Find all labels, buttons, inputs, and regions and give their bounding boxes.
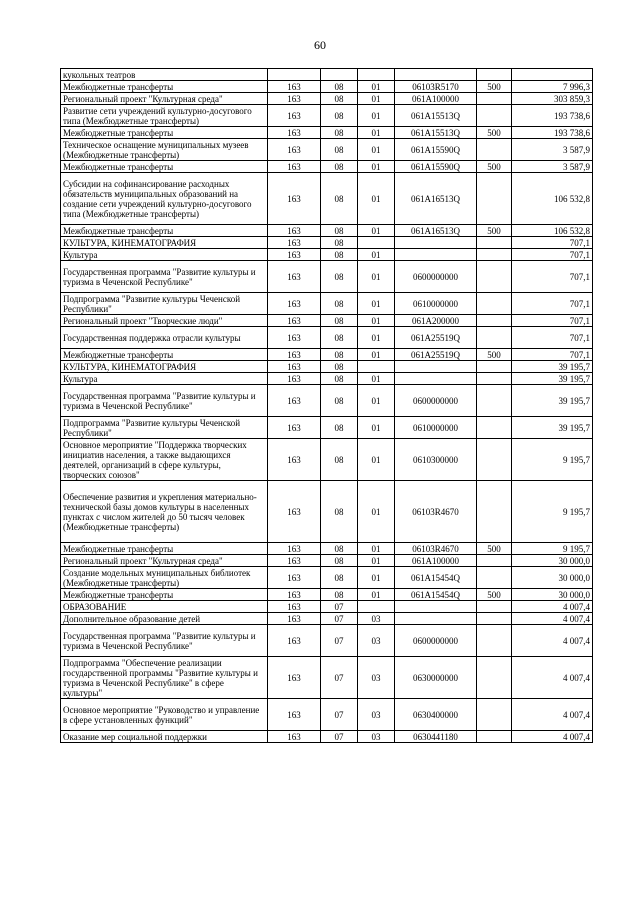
table-row [61, 731, 593, 743]
row-name: Межбюджетные трансферты [61, 225, 268, 237]
subsection-code: 01 [358, 249, 395, 261]
subsection-code: 01 [358, 555, 395, 567]
ministry-code: 163 [268, 373, 321, 385]
ministry-code: 163 [268, 439, 321, 481]
section-code: 08 [321, 439, 358, 481]
target-article-code: 0600000000 [395, 261, 477, 293]
target-article-code: 06103R4670 [395, 543, 477, 555]
amount: 39 195,7 [512, 373, 593, 385]
subsection-code: 01 [358, 105, 395, 127]
row-name: Дополнительное образование детей [61, 613, 268, 625]
amount: 303 859,3 [512, 93, 593, 105]
section-code: 08 [321, 481, 358, 543]
expense-type-code [477, 361, 512, 373]
section-code: 07 [321, 657, 358, 699]
ministry-code: 163 [268, 93, 321, 105]
budget-table-body [61, 69, 593, 743]
section-code: 08 [321, 127, 358, 139]
table-row [61, 417, 593, 439]
target-article-code: 061A16513Q [395, 225, 477, 237]
subsection-code: 01 [358, 315, 395, 327]
target-article-code [395, 373, 477, 385]
ministry-code: 163 [268, 361, 321, 373]
subsection-code [358, 361, 395, 373]
target-article-code [395, 613, 477, 625]
table-row [61, 249, 593, 261]
expense-type-code: 500 [477, 543, 512, 555]
ministry-code: 163 [268, 249, 321, 261]
amount: 707,1 [512, 315, 593, 327]
table-row [61, 385, 593, 417]
target-article-code: 0610000000 [395, 417, 477, 439]
section-code: 08 [321, 315, 358, 327]
section-code: 08 [321, 361, 358, 373]
table-row [61, 349, 593, 361]
table-row [61, 373, 593, 385]
section-code: 08 [321, 93, 358, 105]
row-name: Субсидии на софинансирование расходных обязательств муниципальных образований на создание сети учреждений культурно-досугового типа (Межбюджетные трансферты) [61, 173, 268, 225]
ministry-code: 163 [268, 139, 321, 161]
expense-type-code [477, 327, 512, 349]
amount: 9 195,7 [512, 439, 593, 481]
target-article-code: 061A200000 [395, 315, 477, 327]
subsection-code: 01 [358, 589, 395, 601]
table-row [61, 555, 593, 567]
row-name: Межбюджетные трансферты [61, 543, 268, 555]
section-code: 08 [321, 173, 358, 225]
target-article-code: 0630441180 [395, 731, 477, 743]
expense-type-code [477, 613, 512, 625]
ministry-code [268, 69, 321, 81]
expense-type-code: 500 [477, 127, 512, 139]
target-article-code: 0630000000 [395, 657, 477, 699]
row-name: Государственная программа "Развитие культуры и туризма в Чеченской Республике" [61, 261, 268, 293]
expense-type-code [477, 555, 512, 567]
row-name: Культура [61, 249, 268, 261]
amount: 4 007,4 [512, 613, 593, 625]
section-code: 08 [321, 161, 358, 173]
subsection-code: 01 [358, 139, 395, 161]
target-article-code: 061A15513Q [395, 127, 477, 139]
amount: 106 532,8 [512, 173, 593, 225]
ministry-code: 163 [268, 315, 321, 327]
target-article-code [395, 69, 477, 81]
table-row [61, 139, 593, 161]
section-code [321, 69, 358, 81]
row-name: Основное мероприятие "Руководство и управление в сфере установленных функций" [61, 699, 268, 731]
row-name: Техническое оснащение муниципальных музеев (Межбюджетные трансферты) [61, 139, 268, 161]
table-row [61, 173, 593, 225]
ministry-code: 163 [268, 161, 321, 173]
section-code: 08 [321, 293, 358, 315]
row-name: Государственная поддержка отрасли культуры [61, 327, 268, 349]
amount: 4 007,4 [512, 625, 593, 657]
table-row [61, 601, 593, 613]
table-row [61, 93, 593, 105]
subsection-code [358, 237, 395, 249]
section-code: 08 [321, 237, 358, 249]
target-article-code: 061A15590Q [395, 161, 477, 173]
section-code: 07 [321, 601, 358, 613]
target-article-code: 0600000000 [395, 625, 477, 657]
section-code: 08 [321, 567, 358, 589]
section-code: 08 [321, 555, 358, 567]
amount: 4 007,4 [512, 601, 593, 613]
expense-type-code [477, 139, 512, 161]
section-code: 08 [321, 225, 358, 237]
table-row [61, 481, 593, 543]
ministry-code: 163 [268, 625, 321, 657]
amount: 707,1 [512, 293, 593, 315]
table-row [61, 543, 593, 555]
section-code: 08 [321, 249, 358, 261]
ministry-code: 163 [268, 657, 321, 699]
expense-type-code [477, 567, 512, 589]
amount: 193 738,6 [512, 127, 593, 139]
expense-type-code: 500 [477, 161, 512, 173]
ministry-code: 163 [268, 173, 321, 225]
section-code: 07 [321, 731, 358, 743]
section-code: 08 [321, 261, 358, 293]
subsection-code: 03 [358, 625, 395, 657]
table-row [61, 699, 593, 731]
ministry-code: 163 [268, 349, 321, 361]
amount: 4 007,4 [512, 699, 593, 731]
row-name: Создание модельных муниципальных библиотек (Межбюджетные трансферты) [61, 567, 268, 589]
row-name: Государственная программа "Развитие культуры и туризма в Чеченской Республике" [61, 385, 268, 417]
expense-type-code [477, 315, 512, 327]
amount: 9 195,7 [512, 481, 593, 543]
ministry-code: 163 [268, 613, 321, 625]
section-code: 07 [321, 625, 358, 657]
expense-type-code [477, 237, 512, 249]
expense-type-code [477, 105, 512, 127]
row-name: Обеспечение развития и укрепления материально-технической базы домов культуры в населенных пунктах с числом жителей до 50 тысяч человек (Межбюджетные трансферты) [61, 481, 268, 543]
expense-type-code [477, 657, 512, 699]
subsection-code [358, 69, 395, 81]
amount: 7 996,3 [512, 81, 593, 93]
ministry-code: 163 [268, 699, 321, 731]
table-row [61, 105, 593, 127]
table-row [61, 657, 593, 699]
ministry-code: 163 [268, 327, 321, 349]
expense-type-code [477, 417, 512, 439]
ministry-code: 163 [268, 555, 321, 567]
ministry-code: 163 [268, 261, 321, 293]
table-row [61, 589, 593, 601]
subsection-code: 01 [358, 417, 395, 439]
row-name: Развитие сети учреждений культурно-досугового типа (Межбюджетные трансферты) [61, 105, 268, 127]
expense-type-code: 500 [477, 589, 512, 601]
ministry-code: 163 [268, 481, 321, 543]
expense-type-code: 500 [477, 225, 512, 237]
subsection-code: 01 [358, 173, 395, 225]
expense-type-code [477, 625, 512, 657]
table-row [61, 161, 593, 173]
target-article-code: 061A25519Q [395, 349, 477, 361]
row-name: Межбюджетные трансферты [61, 589, 268, 601]
ministry-code: 163 [268, 589, 321, 601]
section-code: 08 [321, 327, 358, 349]
ministry-code: 163 [268, 225, 321, 237]
subsection-code: 03 [358, 731, 395, 743]
ministry-code: 163 [268, 417, 321, 439]
ministry-code: 163 [268, 237, 321, 249]
expense-type-code [477, 173, 512, 225]
target-article-code: 061A100000 [395, 93, 477, 105]
row-name: Межбюджетные трансферты [61, 81, 268, 93]
section-code: 08 [321, 543, 358, 555]
expense-type-code [477, 69, 512, 81]
row-name: Государственная программа "Развитие культуры и туризма в Чеченской Республике" [61, 625, 268, 657]
subsection-code: 03 [358, 613, 395, 625]
table-row [61, 225, 593, 237]
expense-type-code: 500 [477, 349, 512, 361]
row-name: Оказание мер социальной поддержки [61, 731, 268, 743]
ministry-code: 163 [268, 81, 321, 93]
table-row [61, 315, 593, 327]
row-name: КУЛЬТУРА, КИНЕМАТОГРАФИЯ [61, 361, 268, 373]
row-name: Региональный проект "Культурная среда" [61, 555, 268, 567]
section-code: 08 [321, 373, 358, 385]
target-article-code: 0610300000 [395, 439, 477, 481]
amount: 193 738,6 [512, 105, 593, 127]
table-row [61, 127, 593, 139]
row-name: Подпрограмма "Развитие культуры Чеченской Республики" [61, 293, 268, 315]
ministry-code: 163 [268, 601, 321, 613]
section-code: 08 [321, 81, 358, 93]
subsection-code: 01 [358, 385, 395, 417]
amount: 707,1 [512, 237, 593, 249]
subsection-code: 01 [358, 439, 395, 481]
amount: 707,1 [512, 261, 593, 293]
table-row [61, 261, 593, 293]
subsection-code: 01 [358, 261, 395, 293]
subsection-code: 03 [358, 657, 395, 699]
table-row [61, 69, 593, 81]
subsection-code: 01 [358, 93, 395, 105]
expense-type-code [477, 93, 512, 105]
expense-type-code [477, 699, 512, 731]
subsection-code: 01 [358, 349, 395, 361]
target-article-code [395, 249, 477, 261]
amount: 9 195,7 [512, 543, 593, 555]
ministry-code: 163 [268, 127, 321, 139]
section-code: 07 [321, 699, 358, 731]
expense-type-code: 500 [477, 81, 512, 93]
ministry-code: 163 [268, 731, 321, 743]
section-code: 08 [321, 417, 358, 439]
table-row [61, 613, 593, 625]
expense-type-code [477, 261, 512, 293]
subsection-code: 01 [358, 81, 395, 93]
amount: 39 195,7 [512, 385, 593, 417]
amount: 39 195,7 [512, 361, 593, 373]
table-row [61, 237, 593, 249]
table-row [61, 361, 593, 373]
target-article-code: 06103R4670 [395, 481, 477, 543]
table-row [61, 327, 593, 349]
amount: 106 532,8 [512, 225, 593, 237]
target-article-code: 061A15454Q [395, 589, 477, 601]
target-article-code [395, 601, 477, 613]
target-article-code [395, 361, 477, 373]
subsection-code: 01 [358, 161, 395, 173]
target-article-code: 061A15590Q [395, 139, 477, 161]
expense-type-code [477, 293, 512, 315]
amount: 30 000,0 [512, 589, 593, 601]
row-name: Межбюджетные трансферты [61, 161, 268, 173]
subsection-code: 03 [358, 699, 395, 731]
section-code: 08 [321, 139, 358, 161]
target-article-code: 061A15454Q [395, 567, 477, 589]
table-row [61, 293, 593, 315]
row-name: ОБРАЗОВАНИЕ [61, 601, 268, 613]
table-row [61, 439, 593, 481]
amount: 3 587,9 [512, 161, 593, 173]
amount: 3 587,9 [512, 139, 593, 161]
subsection-code: 01 [358, 127, 395, 139]
expense-type-code [477, 481, 512, 543]
section-code: 08 [321, 349, 358, 361]
amount: 4 007,4 [512, 657, 593, 699]
row-name: Культура [61, 373, 268, 385]
ministry-code: 163 [268, 385, 321, 417]
subsection-code [358, 601, 395, 613]
expense-type-code [477, 385, 512, 417]
ministry-code: 163 [268, 567, 321, 589]
section-code: 08 [321, 589, 358, 601]
target-article-code: 061A25519Q [395, 327, 477, 349]
subsection-code: 01 [358, 481, 395, 543]
target-article-code: 0610000000 [395, 293, 477, 315]
section-code: 07 [321, 613, 358, 625]
amount: 4 007,4 [512, 731, 593, 743]
target-article-code: 0600000000 [395, 385, 477, 417]
ministry-code: 163 [268, 105, 321, 127]
amount: 707,1 [512, 327, 593, 349]
row-name: Подпрограмма "Развитие культуры Чеченской Республики" [61, 417, 268, 439]
expense-type-code [477, 601, 512, 613]
subsection-code: 01 [358, 327, 395, 349]
target-article-code: 061A16513Q [395, 173, 477, 225]
table-row [61, 567, 593, 589]
subsection-code: 01 [358, 293, 395, 315]
section-code: 08 [321, 385, 358, 417]
expense-type-code [477, 439, 512, 481]
expense-type-code [477, 373, 512, 385]
row-name: Региональный проект "Культурная среда" [61, 93, 268, 105]
target-article-code: 061A100000 [395, 555, 477, 567]
subsection-code: 01 [358, 567, 395, 589]
amount: 30 000,0 [512, 555, 593, 567]
target-article-code [395, 237, 477, 249]
target-article-code: 061A15513Q [395, 105, 477, 127]
row-name: кукольных театров [61, 69, 268, 81]
row-name: КУЛЬТУРА, КИНЕМАТОГРАФИЯ [61, 237, 268, 249]
row-name: Межбюджетные трансферты [61, 127, 268, 139]
subsection-code: 01 [358, 543, 395, 555]
table-row [61, 81, 593, 93]
target-article-code: 0630400000 [395, 699, 477, 731]
row-name: Региональный проект "Творческие люди" [61, 315, 268, 327]
subsection-code: 01 [358, 225, 395, 237]
row-name: Межбюджетные трансферты [61, 349, 268, 361]
amount: 707,1 [512, 249, 593, 261]
row-name: Основное мероприятие "Поддержка творческих инициатив населения, а также выдающихся деятелей, организаций в сфере культуры, творческих союзов" [61, 439, 268, 481]
amount: 707,1 [512, 349, 593, 361]
amount [512, 69, 593, 81]
budget-table [60, 68, 593, 743]
expense-type-code [477, 731, 512, 743]
table-row [61, 625, 593, 657]
section-code: 08 [321, 105, 358, 127]
target-article-code: 06103R5170 [395, 81, 477, 93]
subsection-code: 01 [358, 373, 395, 385]
page-number: 60 [314, 38, 326, 52]
ministry-code: 163 [268, 543, 321, 555]
row-name: Подпрограмма "Обеспечение реализации государственной программы "Развитие культуры и туризма в Чеченской Республике" в сфере культуры" [61, 657, 268, 699]
ministry-code: 163 [268, 293, 321, 315]
amount: 30 000,0 [512, 567, 593, 589]
amount: 39 195,7 [512, 417, 593, 439]
expense-type-code [477, 249, 512, 261]
